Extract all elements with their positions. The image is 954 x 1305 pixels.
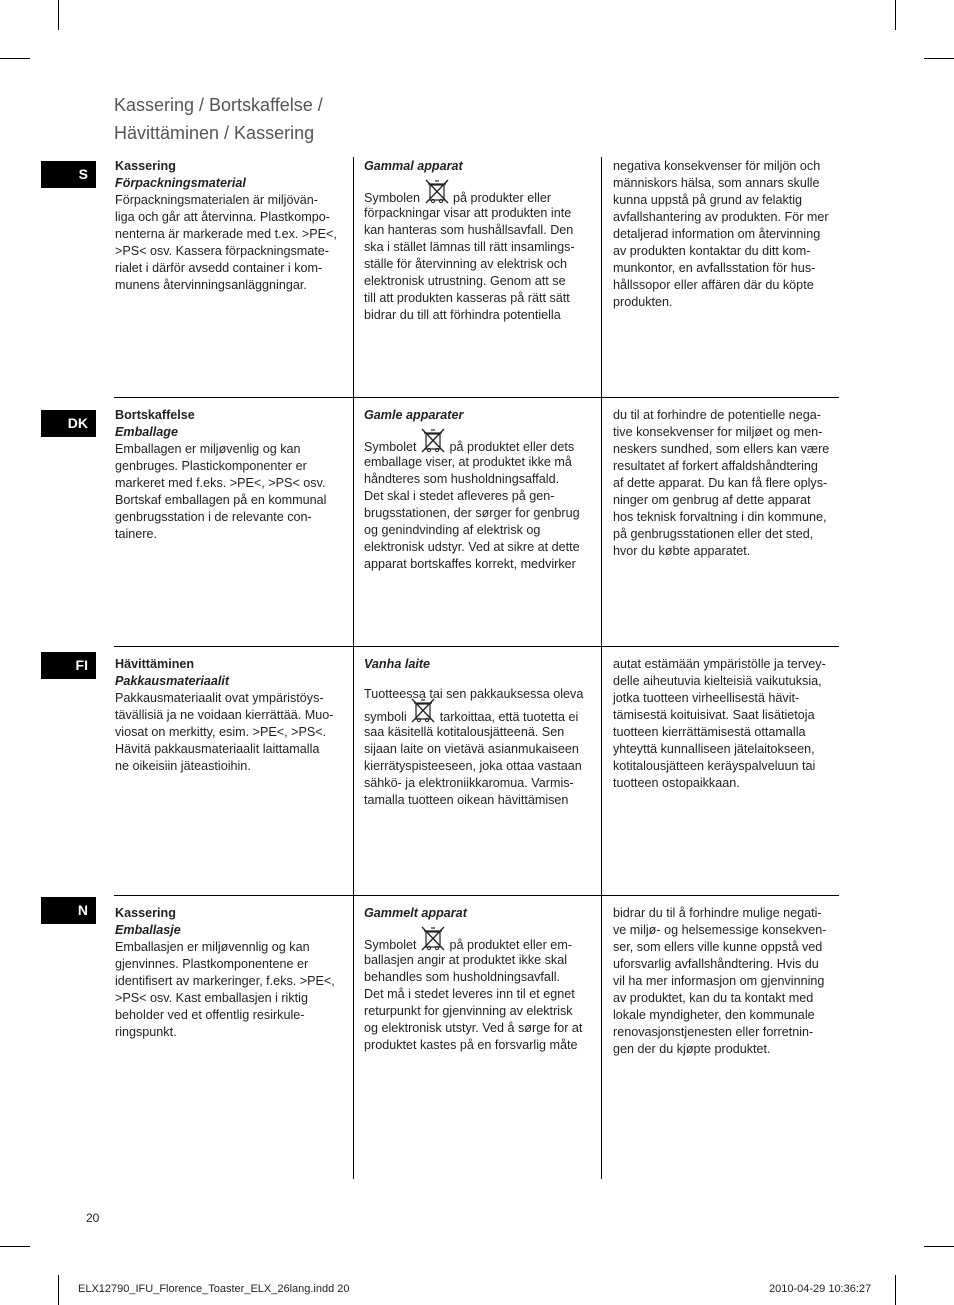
text-line: till att produkten kasseras på rätt sätt <box>364 291 570 305</box>
text-line: uforsvarlig avfallshåndtering. Hvis du <box>613 957 819 971</box>
text-line: tive konsekvenser for miljøet og men- <box>613 425 823 439</box>
section-subtitle: Förpackningsmaterial <box>115 176 246 190</box>
text-line: markeret med f.eks. >PE<, >PS< osv. <box>115 476 326 490</box>
text-line: negativa konsekvenser för miljön och <box>613 159 821 173</box>
text-line: Emballasjen er miljøvennlig og kan <box>115 940 310 954</box>
continuation-column <box>613 407 843 560</box>
text-line: ve miljø- og helsemessige konsekven- <box>613 923 827 937</box>
text-line: genbruges. Plastickomponenter er <box>115 459 307 473</box>
text-line: og elektronisk utstyr. Ved å sørge for at <box>364 1021 583 1035</box>
text-line: emballage viser, at produktet ikke må <box>364 455 572 469</box>
continuation-column <box>613 656 843 792</box>
text-line: produktet kastes på en forsvarlig måte <box>364 1038 578 1052</box>
text-line: kotitalousjätteen keräyspalveluun tai <box>613 759 816 773</box>
continuation-column <box>613 905 843 1058</box>
text-line: hos teknisk forvaltning i din kommune, <box>613 510 827 524</box>
text-line: munens återvinningsanläggningar. <box>115 278 307 292</box>
text-line: bidrar du till att förhindra potentiella <box>364 308 561 322</box>
packaging-column <box>115 158 345 294</box>
text-line: detaljerad information om återvinning <box>613 227 821 241</box>
text-line: förpackningar visar att produkten inte <box>364 206 572 220</box>
text-line: ballasjen angir at produktet ikke skal <box>364 953 568 967</box>
page-title-line1: Kassering / Bortskaffelse / <box>114 95 323 115</box>
appliance-column <box>364 656 594 809</box>
text-line: liga och går att återvinna. Plastkompo- <box>115 210 330 224</box>
text-line: av produktet, kan du ta kontakt med <box>613 991 814 1005</box>
text-line: tuotteen ostopaikkaan. <box>613 776 740 790</box>
text-line: kierrätyspisteeseen, joka ottaa vastaan <box>364 759 582 773</box>
text-line: produkten. <box>613 295 673 309</box>
text-fragment: Symbolet <box>364 937 417 952</box>
text-line: nenterna är markerade med t.ex. >PE<, <box>115 227 337 241</box>
text-line: vil ha mer informasjon om gjenvinning <box>613 974 825 988</box>
column-divider <box>601 157 602 1179</box>
appliance-subtitle: Gammal apparat <box>364 159 463 173</box>
text-line: Pakkausmateriaalit ovat ympäristöys- <box>115 691 324 705</box>
text-line: avfallshantering av produkten. För mer <box>613 210 829 224</box>
text-fragment: på produktet eller dets <box>449 439 575 454</box>
text-line: genbrugsstation i de relevante con- <box>115 510 312 524</box>
text-line: viosat on merkitty, esim. >PE<, >PS<. <box>115 725 327 739</box>
text-line: Bortskaf emballagen på en kommunal <box>115 493 327 507</box>
text-line: resultatet af forkert affaldshåndtering <box>613 459 818 473</box>
section-title: Hävittäminen <box>115 657 195 671</box>
text-line: af dette apparat. Du kan få flere oplys- <box>613 476 828 490</box>
crop-mark <box>0 1246 30 1247</box>
text-line: gen der du kjøpte produktet. <box>613 1042 771 1056</box>
text-line: >PS< osv. Kast emballasjen i riktig <box>115 991 308 1005</box>
text-line: behandles som husholdningsavfall. <box>364 970 561 984</box>
appliance-column <box>364 158 594 324</box>
section-separator <box>114 646 839 647</box>
language-tab: FI <box>41 652 96 679</box>
text-line: elektronisk udstyr. Ved at sikre at dette <box>364 540 580 554</box>
section-subtitle: Emballage <box>115 425 178 439</box>
text-line: beholder ved et offentlig resirkule- <box>115 1008 305 1022</box>
crop-mark <box>58 1275 59 1305</box>
text-line: identifisert av markeringer, f.eks. >PE<, <box>115 974 335 988</box>
text-line: ska i stället lämnas till rätt insamlings- <box>364 240 575 254</box>
section-subtitle: Pakkausmateriaalit <box>115 674 230 688</box>
crop-mark <box>924 1246 954 1247</box>
appliance-subtitle: Gamle apparater <box>364 408 464 422</box>
text-fragment: tarkoittaa, että tuotetta ei <box>439 709 579 724</box>
text-line: Det skal i stedet afleveres på gen- <box>364 489 555 503</box>
text-line: tävällisiä ja ne voidaan kierrättää. Muo- <box>115 708 334 722</box>
text-line: ne oikeisiin jäteastioihin. <box>115 759 251 773</box>
language-tab: N <box>41 897 96 924</box>
text-line: ringspunkt. <box>115 1025 177 1039</box>
crop-mark <box>924 58 954 59</box>
section-separator <box>114 895 839 896</box>
packaging-column <box>115 905 345 1041</box>
text-line: >PS< osv. Kassera förpackningsmate- <box>115 244 329 258</box>
appliance-subtitle: Vanha laite <box>364 657 431 671</box>
text-line: människors hälsa, som annars skulle <box>613 176 820 190</box>
text-line: kunna uppstå på grund av felaktig <box>613 193 803 207</box>
text-line: sähkö- ja elektroniikkaromua. Varmis- <box>364 776 574 790</box>
text-line: sijaan laite on vietävä asianmukaiseen <box>364 742 579 756</box>
page-number: 20 <box>86 1211 100 1225</box>
text-line: autat estämään ympäristölle ja tervey- <box>613 657 826 671</box>
text-line: hållssopor eller affären där du köpte <box>613 278 814 292</box>
text-line: tamalla tuotteen oikean hävittämisen <box>364 793 569 807</box>
text-line: rialet i därför avsedd container i kom- <box>115 261 323 275</box>
text-line: neskers sundhed, som ellers kan være <box>613 442 830 456</box>
text-line: av produkten kontaktar du ditt kom- <box>613 244 811 258</box>
text-line: elektronisk utrustning. Genom att se <box>364 274 566 288</box>
continuation-column <box>613 158 843 311</box>
section-separator <box>114 397 839 398</box>
text-line: jotka tuotteen virheellisestä hävit- <box>613 691 800 705</box>
appliance-column <box>364 407 594 573</box>
text-line: returpunkt for gjenvinning av elektrisk <box>364 1004 573 1018</box>
text-line: ställe för återvinning av elektrisk och <box>364 257 567 271</box>
footer-file: ELX12790_IFU_Florence_Toaster_ELX_26lang.indd 20 <box>78 1283 350 1295</box>
text-line: saa käsitellä kotitalousjätteenä. Sen <box>364 725 565 739</box>
text-line: Tuotteessa tai sen pakkauksessa oleva <box>364 687 584 701</box>
text-line: tuotteen kierrättämisestä ottamalla <box>613 725 806 739</box>
crop-mark <box>895 1275 896 1305</box>
text-fragment: på produktet eller em- <box>449 937 573 952</box>
packaging-column <box>115 656 345 775</box>
text-line: du til at forhindre de potentielle nega- <box>613 408 821 422</box>
text-line: hvor du købte apparatet. <box>613 544 751 558</box>
text-line: og genindvinding af elektrisk og <box>364 523 541 537</box>
text-line: lokale myndigheter, den kommunale <box>613 1008 815 1022</box>
appliance-column <box>364 905 594 1054</box>
text-line: bidrar du til å forhindre mulige negati- <box>613 906 822 920</box>
text-line: tainere. <box>115 527 158 541</box>
text-line: renovasjonstjenesten eller forretnin- <box>613 1025 814 1039</box>
packaging-column <box>115 407 345 543</box>
column-divider <box>353 157 354 1179</box>
language-tab: S <box>41 161 96 188</box>
text-line: brugsstationen, der sørger for genbrug <box>364 506 580 520</box>
text-line: ser, som ellers ville kunne oppstå ved <box>613 940 823 954</box>
section-title: Bortskaffelse <box>115 408 195 422</box>
text-line: håndteres som husholdningsaffald. <box>364 472 560 486</box>
crop-mark <box>895 0 896 30</box>
text-line: delle aiheutuvia kielteisiä vaikutuksia, <box>613 674 822 688</box>
appliance-subtitle: Gammelt apparat <box>364 906 467 920</box>
crop-mark <box>58 0 59 30</box>
text-line: Förpackningsmaterialen är miljövän- <box>115 193 318 207</box>
text-line: tämisestä koituisivat. Saat lisätietoja <box>613 708 815 722</box>
text-line: på genbrugsstationen eller det sted, <box>613 527 814 541</box>
text-line: yhteyttä kunnalliseen jätelaitokseen, <box>613 742 815 756</box>
text-line: gjenvinnes. Plastkomponentene er <box>115 957 309 971</box>
text-fragment: på produkter eller <box>453 190 552 205</box>
section-subtitle: Emballasje <box>115 923 181 937</box>
language-tab: DK <box>41 410 96 437</box>
text-fragment: Symbolet <box>364 439 417 454</box>
text-line: munkontor, en avfallsstation för hus- <box>613 261 816 275</box>
text-line: kan hanteras som hushållsavfall. Den <box>364 223 574 237</box>
section-title: Kassering <box>115 906 176 920</box>
section-title: Kassering <box>115 159 176 173</box>
text-line: apparat bortskaffes korrekt, medvirker <box>364 557 576 571</box>
text-line: Hävitä pakkausmateriaalit laittamalla <box>115 742 320 756</box>
footer-timestamp: 2010-04-29 10:36:27 <box>769 1283 872 1295</box>
crop-mark <box>0 58 30 59</box>
text-line: Det må i stedet leveres inn til et egnet <box>364 987 575 1001</box>
text-fragment: symboli <box>364 709 407 724</box>
text-line: ninger om genbrug af dette apparat <box>613 493 811 507</box>
text-fragment: Symbolen <box>364 190 421 205</box>
text-line: Emballagen er miljøvenlig og kan <box>115 442 301 456</box>
page-title-line2: Hävittäminen / Kassering <box>114 123 315 143</box>
